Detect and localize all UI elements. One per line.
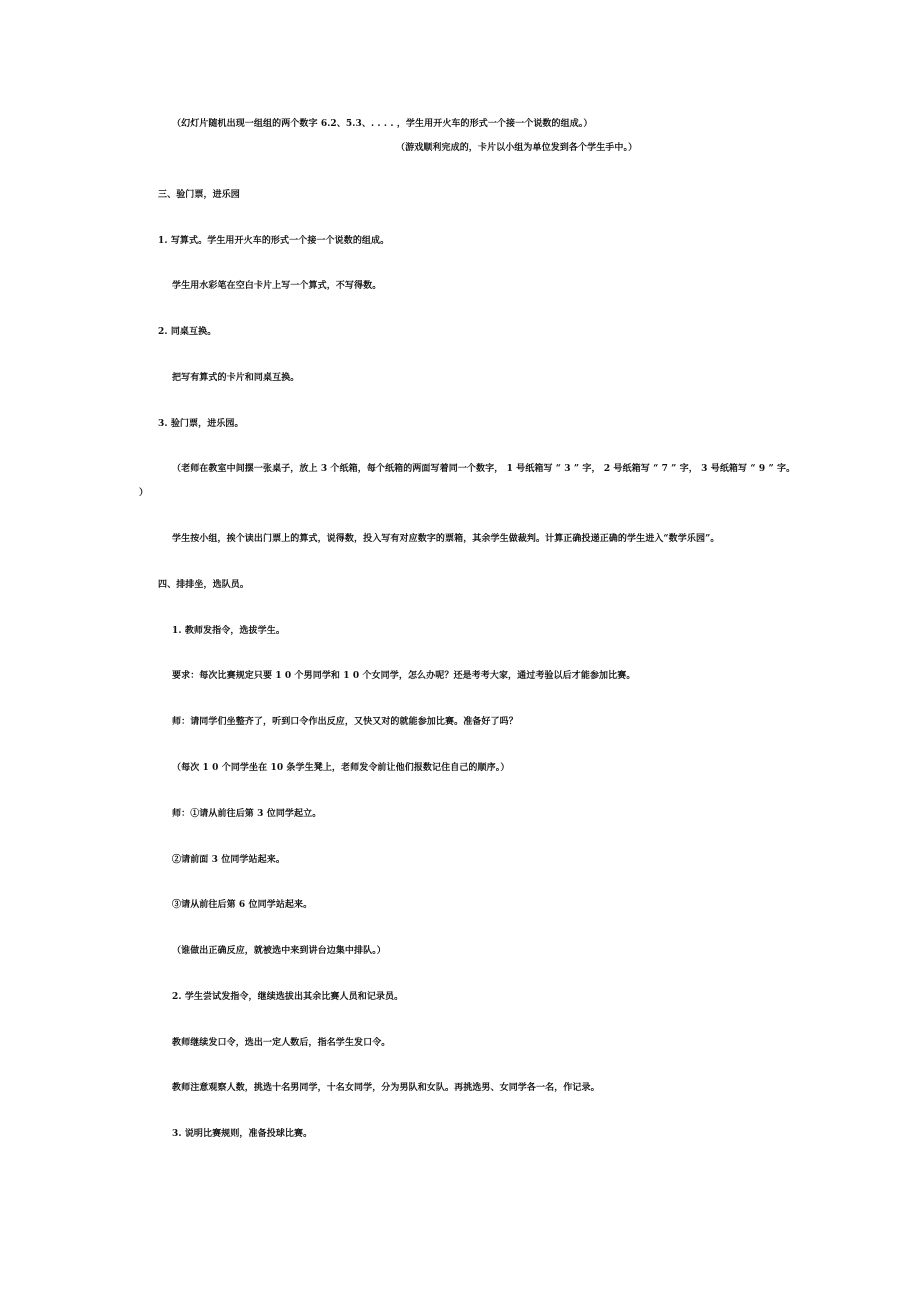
step-2-detail: 把写有算式的卡片和同桌互换。: [172, 373, 300, 383]
teacher-prompt: 师：请同学们坐整齐了，听到口令作出反应，又快又对的就能参加比赛。准备好了吗？: [172, 717, 518, 727]
step-2-heading: 2. 同桌互换。: [158, 327, 217, 337]
game-result-note: （游戏顺利完成的，卡片以小组为单位发到各个学生手中。）: [396, 143, 638, 153]
step-1-heading: 1. 写算式。学生用开火车的形式一个接一个说数的组成。: [158, 236, 390, 246]
section-heading-3: 三、验门票，进乐园: [158, 190, 240, 200]
selection-step-2: 2. 学生尝试发指令，继续选拔出其余比赛人员和记录员。: [172, 992, 404, 1002]
section-heading-4: 四、排排坐，选队员。: [158, 580, 250, 590]
command-2: ②请前面 3 位同学站起来。: [172, 855, 285, 865]
step-3-heading: 3. 验门票，进乐园。: [158, 419, 244, 429]
seating-note: （每次 1 0 个同学坐在 10 条学生凳上，老师发令前让他们报数记住自己的顺序。）: [172, 763, 510, 773]
teacher-continues: 教师继续发口令，选出一定人数后，指名学生发口令。: [172, 1038, 391, 1048]
selection-step-3: 3. 说明比赛规则，准备投球比赛。: [172, 1129, 313, 1139]
box-setup-note-end: ）: [139, 488, 149, 498]
step-1-detail: 学生用水彩笔在空白卡片上写一个算式，不写得数。: [172, 281, 382, 291]
group-reading-instruction: 学生按小组，挨个读出门票上的算式，说得数，投入写有对应数字的票箱，其余学生做裁判。计算正确投递正确的学生进入“数学乐园”。: [172, 534, 720, 544]
selection-requirement: 要求：每次比赛规定只要 1 0 个男同学和 1 0 个女同学，怎么办呢？还是考考大家，通过考验以后才能参加比赛。: [172, 671, 636, 681]
team-division-note: 教师注意观察人数，挑选十名男同学，十名女同学，分为男队和女队。再挑选男、女同学各一名，作记录。: [172, 1083, 600, 1093]
selection-note: （谁做出正确反应，就被选中来到讲台边集中排队。）: [172, 946, 386, 956]
box-setup-note: （老师在教室中间摆一张桌子，放上 3 个纸箱，每个纸箱的两面写着同一个数字， 1 号纸箱写 “ 3 ” 字， 2 号纸箱写 “ 7 ” 字， 3 号纸箱写 “ 9 ” 字。: [172, 464, 796, 474]
command-3: ③请从前往后第 6 位同学站起来。: [172, 900, 313, 910]
command-1: 师：①请从前往后第 3 位同学起立。: [172, 809, 322, 819]
selection-step-1: 1. 教师发指令，选拔学生。: [172, 626, 285, 636]
slide-instruction-line: （幻灯片随机出现一组组的两个数字 6.2、5.3、. . . . ，学生用开火车的形式一个接一个说数的组成。）: [172, 119, 593, 129]
